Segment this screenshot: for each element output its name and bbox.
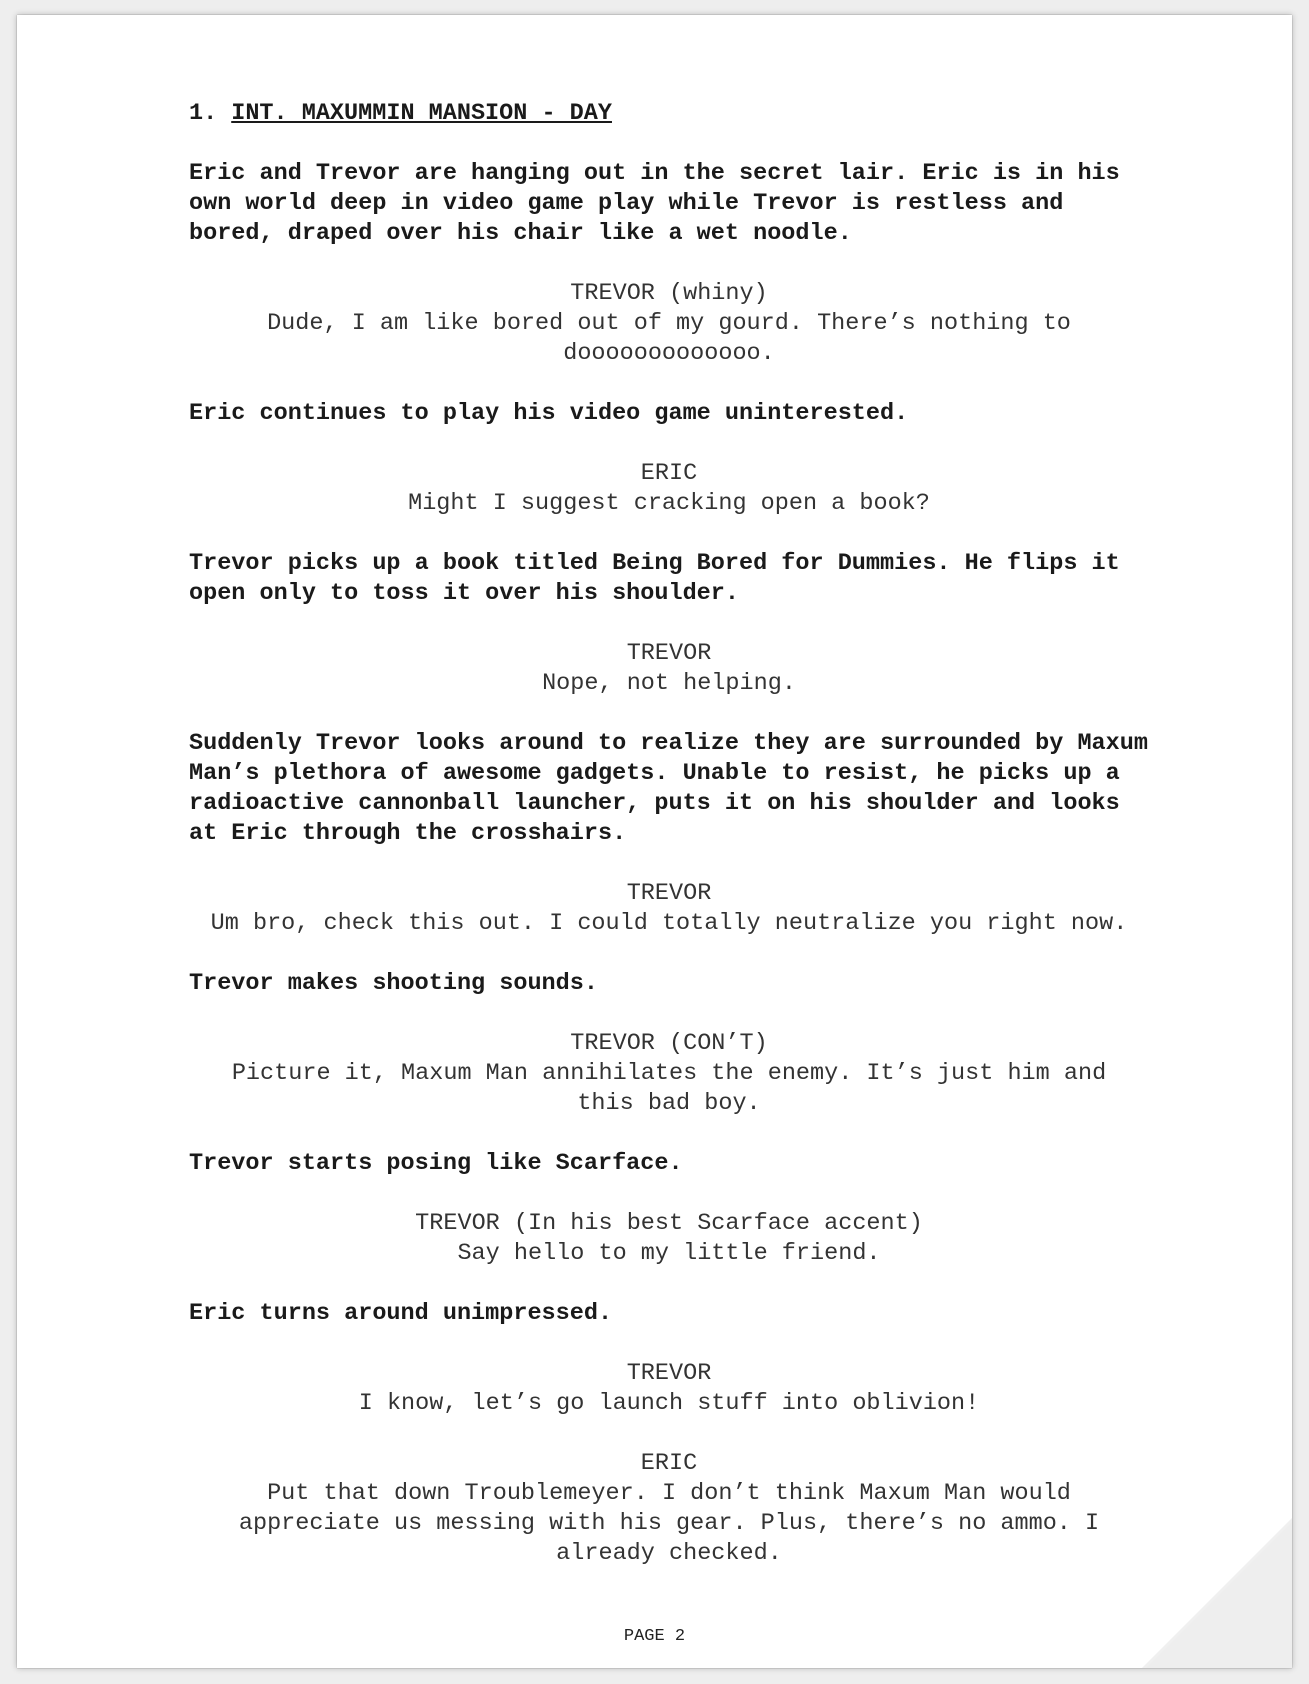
dialogue-block bbox=[189, 1209, 1149, 1269]
dialogue-block bbox=[189, 1029, 1149, 1119]
character-name: TREVOR bbox=[626, 880, 712, 907]
scene-number: 1. bbox=[189, 100, 218, 127]
action-line: Eric continues to play his video game uninterested. bbox=[189, 400, 909, 427]
character-name: TREVOR bbox=[626, 1360, 712, 1387]
dialogue-block bbox=[189, 1449, 1149, 1569]
character-name: TREVOR (whiny) bbox=[570, 280, 768, 307]
action-line: Trevor starts posing like Scarface. bbox=[189, 1150, 683, 1177]
scene-heading bbox=[189, 99, 1149, 129]
dialogue-text: Um bro, check this out. I could totally neutralize you right now. bbox=[210, 910, 1128, 937]
page-number: PAGE 2 bbox=[623, 1627, 686, 1646]
dialogue-block bbox=[189, 879, 1149, 939]
action-line: Trevor makes shooting sounds. bbox=[189, 970, 598, 997]
character-name: TREVOR (In his best Scarface accent) bbox=[415, 1210, 923, 1237]
action-line: Eric turns around unimpressed. bbox=[189, 1300, 613, 1327]
dialogue-text: Nope, not helping. bbox=[542, 670, 796, 697]
script-page bbox=[17, 15, 1292, 1668]
dialogue-text: Picture it, Maxum Man annihilates the enemy. It’s just him and this bad boy. bbox=[231, 1060, 1107, 1117]
character-name: ERIC bbox=[640, 1450, 698, 1477]
dialogue-text: Might I suggest cracking open a book? bbox=[408, 490, 930, 517]
dialogue-text: Dude, I am like bored out of my gourd. There’s nothing to dooooooooooooo. bbox=[267, 310, 1071, 367]
action-line: Trevor picks up a book titled Being Bored for Dummies. He flips it open only to toss it over his shoulder. bbox=[189, 550, 1120, 607]
character-name: TREVOR bbox=[626, 640, 712, 667]
dialogue-block bbox=[189, 279, 1149, 369]
dialogue-text: Put that down Troublemeyer. I don’t think Maxum Man would appreciate us messing with his gear. Plus, there’s no ammo. I already checked. bbox=[238, 1480, 1100, 1567]
script-body bbox=[189, 99, 1149, 1599]
dialogue-block bbox=[189, 1359, 1149, 1419]
action-line: Eric and Trevor are hanging out in the secret lair. Eric is in his own world deep in video game play while Trevor is restless and bored, draped over his chair like a wet noodle. bbox=[189, 160, 1120, 247]
scene-heading-text: INT. MAXUMMIN MANSION - DAY bbox=[231, 100, 612, 127]
dialogue-block bbox=[189, 639, 1149, 699]
character-name: ERIC bbox=[640, 460, 698, 487]
dialogue-block bbox=[189, 459, 1149, 519]
dialogue-text: Say hello to my little friend. bbox=[457, 1240, 881, 1267]
dialogue-text: I know, let’s go launch stuff into oblivion! bbox=[358, 1390, 980, 1417]
action-line: Suddenly Trevor looks around to realize they are surrounded by Maxum Man’s plethora of awesome gadgets. Unable to resist, he picks up a radioactive cannonball launcher, puts it on his shoulder and looks at Eric through the crosshairs. bbox=[189, 730, 1148, 847]
character-name: TREVOR (CON’T) bbox=[570, 1030, 768, 1057]
